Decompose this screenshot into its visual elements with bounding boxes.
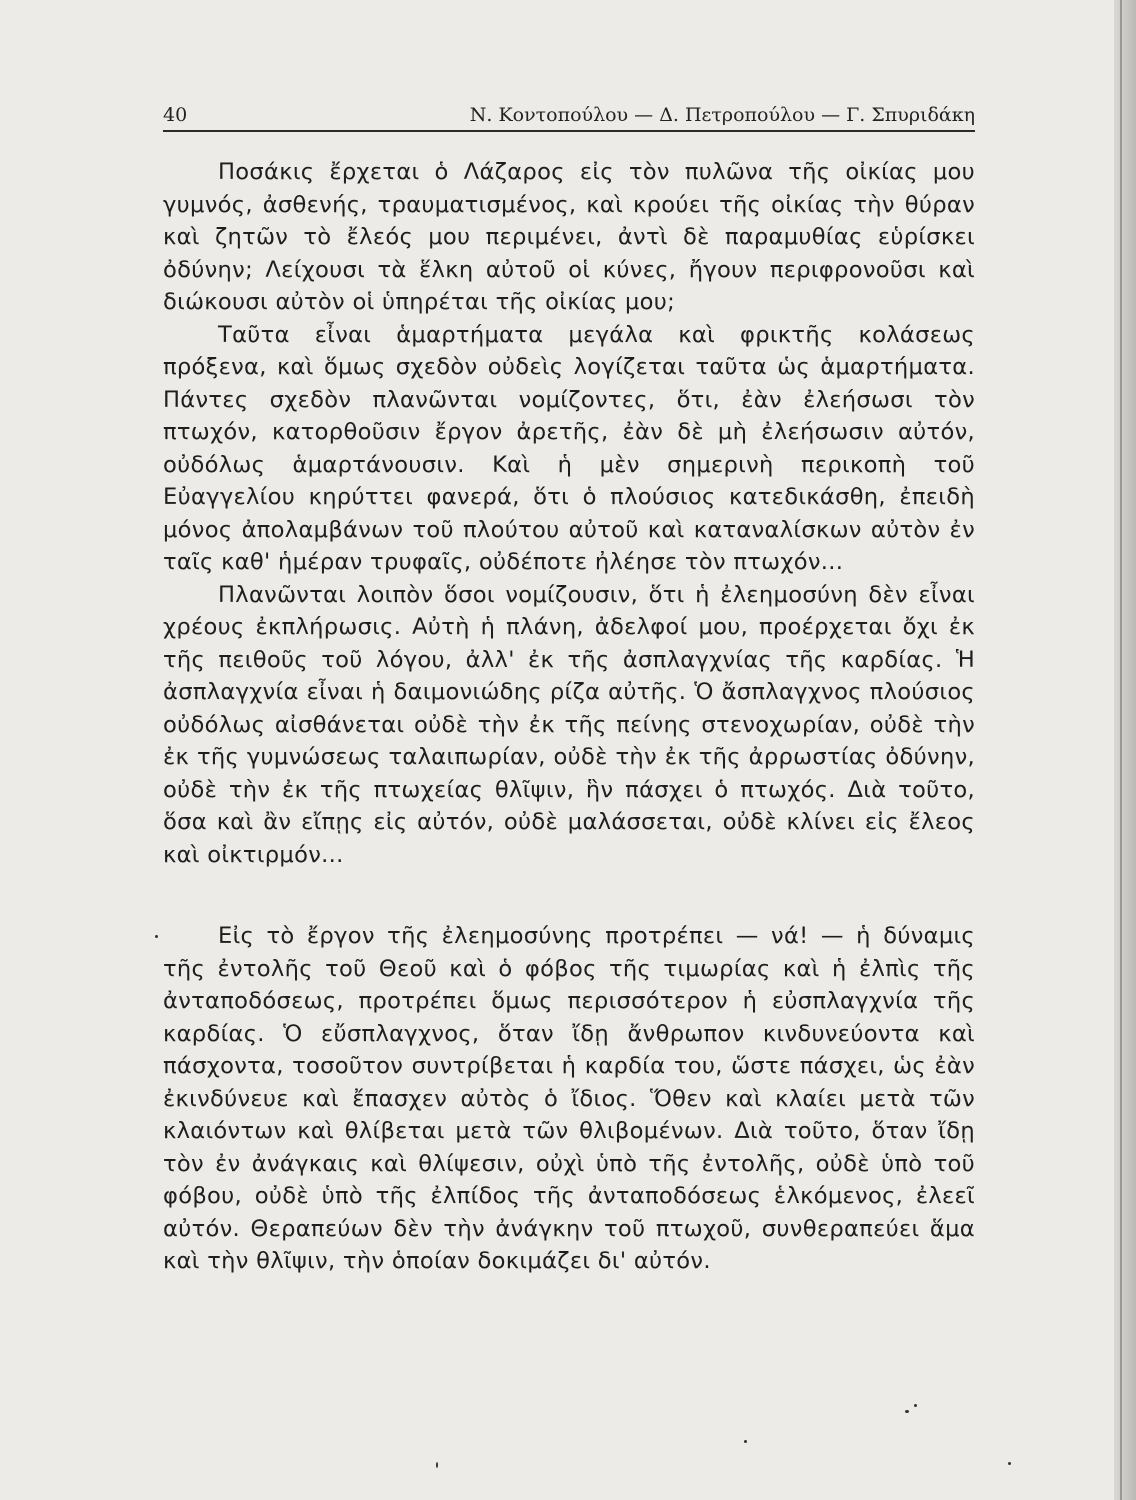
running-head-authors: Ν. Κοντοπούλου — Δ. Πετροπούλου — Γ. Σπυριδάκη: [469, 104, 975, 126]
paragraph: Εἰς τὸ ἔργον τῆς ἐλεημοσύνης προτρέπει — νά! — ἡ δύναμις τῆς ἐντολῆς τοῦ Θεοῦ καὶ ὁ φόβος τῆς τιμωρίας καὶ ἡ ἐλπὶς τῆς ἀνταποδόσεως, προτρέπει ὅμως περισσότερον ἡ εὐσπλαγχνία τῆς καρδίας. Ὁ εὔσπλαγχνος, ὅταν ἴδῃ ἄνθρωπον κινδυνεύοντα καὶ πάσχοντα, τοσοῦτον συντρίβεται ἡ καρδία του, ὥστε πάσχει, ὡς ἐὰν ἐκινδύνευε καὶ ἔπασχεν αὐτὸς ὁ ἴδιος. Ὅθεν καὶ κλαίει μετὰ τῶν κλαιόντων καὶ θλίβεται μετὰ τῶν θλιβομένων. Διὰ τοῦτο, ὅταν ἴδῃ τὸν ἐν ἀνάγκαις καὶ θλίψεσιν, οὐχὶ ὑπὸ τῆς ἐντολῆς, οὐδὲ ὑπὸ τοῦ φόβου, οὐδὲ ὑπὸ τῆς ἐλπίδος τῆς ἀνταποδόσεως ἑλκόμενος, ἐλεεῖ αὐτόν. Θεραπεύων δὲν τὴν ἀνάγκην τοῦ πτωχοῦ, συνθεραπεύει ἅμα καὶ τὴν θλῖψιν, τὴν ὁποίαν δοκιμάζει δι' αὐτόν.: [163, 923, 975, 1274]
paragraph: Ποσάκις ἔρχεται ὁ Λάζαρος εἰς τὸν πυλῶνα τῆς οἰκίας μου γυμνός, ἀσθενής, τραυματισμένος, καὶ κρούει τῆς οἰκίας τὴν θύραν καὶ ζητῶν τὸ ἔλεός μου περιμένει, ἀντὶ δὲ παραμυθίας εὑρίσκει ὀδύνην; Λείχουσι τὰ ἕλκη αὐτοῦ οἱ κύνες, ἤγουν περιφρονοῦσι καὶ διώκουσι αὐτὸν οἱ ὑπηρέται τῆς οἰκίας μου;: [163, 159, 975, 315]
scan-speck: [436, 1462, 438, 1468]
body-text: [163, 156, 975, 1278]
scan-speck: [155, 935, 158, 938]
running-header: [163, 104, 975, 132]
page-number: 40: [163, 104, 188, 126]
scan-speck: [744, 1440, 747, 1443]
paragraph: Πλανῶνται λοιπὸν ὅσοι νομίζουσιν, ὅτι ἡ ἐλεημοσύνη δὲν εἶναι χρέους ἐκπλήρωσις. Αὐτὴ ἡ πλάνη, ἀδελφοί μου, προέρχεται ὄχι ἐκ τῆς πειθοῦς τοῦ λόγου, ἀλλ' ἐκ τῆς ἀσπλαγχνίας τῆς καρδίας. Ἡ ἀσπλαγχνία εἶναι ἡ δαιμονιώδης ρίζα αὐτῆς. Ὁ ἄσπλαγχνος πλούσιος οὐδόλως αἰσθάνεται οὐδὲ τὴν ἐκ τῆς πείνης στενοχωρίαν, οὐδὲ τὴν ἐκ τῆς γυμνώσεως ταλαιπωρίαν, οὐδὲ τὴν ἐκ τῆς ἀρρωστίας ὀδύνην, οὐδὲ τὴν ἐκ τῆς πτωχείας θλῖψιν, ἣν πάσχει ὁ πτωχός. Διὰ τοῦτο, ὅσα καὶ ἂν εἴπῃς εἰς αὐτόν, οὐδὲ μαλάσσεται, οὐδὲ κλίνει εἰς ἔλεος καὶ οἰκτιρμόν...: [163, 581, 975, 868]
scan-speck: [905, 1410, 909, 1413]
page-edge-line: [1120, 0, 1122, 1500]
paragraph: Ταῦτα εἶναι ἁμαρτήματα μεγάλα καὶ φρικτῆς κολάσεως πρόξενα, καὶ ὅμως σχεδὸν οὐδεὶς λογίζεται ταῦτα ὡς ἁμαρτήματα. Πάντες σχεδὸν πλανῶνται νομίζοντες, ὅτι, ἐὰν ἐλεήσωσι τὸν πτωχόν, κατορθοῦσιν ἔργον ἀρετῆς, ἐὰν δὲ μὴ ἐλεήσωσιν αὐτόν, οὐδόλως ἁμαρτάνουσιν. Καὶ ἡ μὲν σημερινὴ περικοπὴ τοῦ Εὐαγγελίου κηρύττει φανερά, ὅτι ὁ πλούσιος κατεδικάσθη, ἐπειδὴ μόνος ἀπολαμβάνων τοῦ πλούτου αὐτοῦ καὶ καταναλίσκων αὐτὸν ἐν ταῖς καθ' ἡμέραν τρυφαῖς, οὐδέποτε ἠλέησε τὸν πτωχόν...: [163, 321, 975, 575]
page-edge-shadow: [1114, 0, 1136, 1500]
scan-speck: [1008, 1462, 1011, 1465]
scan-speck: [914, 1404, 917, 1407]
